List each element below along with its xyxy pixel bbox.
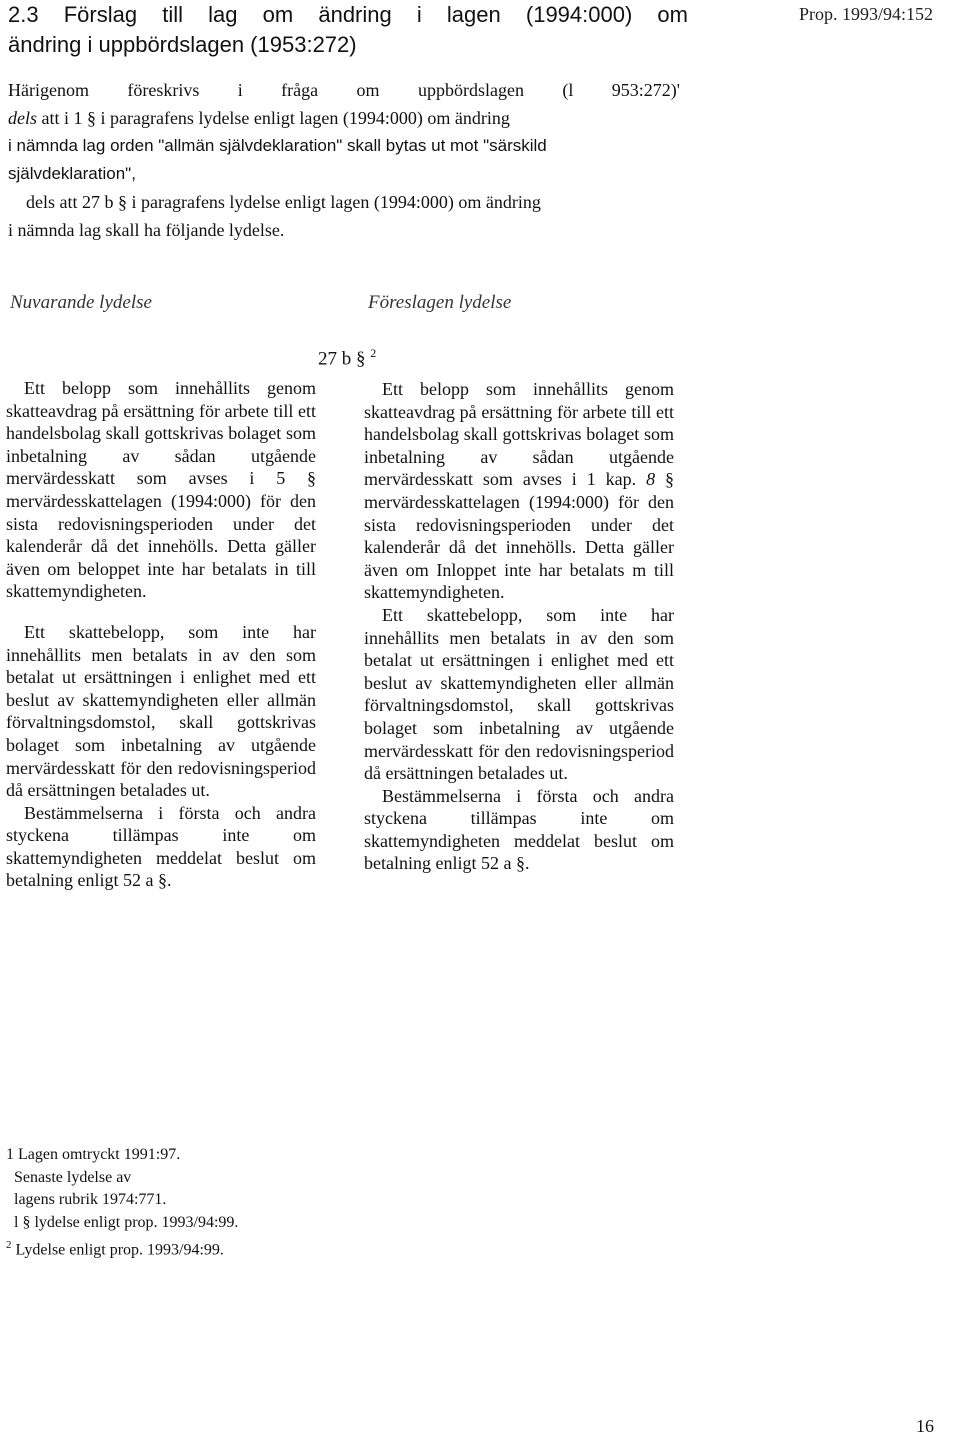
proposed-wording-column (364, 378, 674, 875)
proposed-paragraph-1 (364, 378, 674, 604)
footnotes (6, 1144, 238, 1262)
footnote-1-line-4: l § lydelse enligt prop. 1993/94:99. (14, 1213, 239, 1231)
intro-line-3: i nämnda lag orden "allmän självdeklaration" skall bytas ut mot "särskild (8, 136, 547, 155)
proposed-paragraph-1-end: § mervärdesskattelagen (1994:000) för den sista redovisningsperioden under det kalenderår då det innehölls. Detta gäller även om Inloppet inte har betalats m till skattemyndigheten. (364, 469, 674, 603)
current-paragraph-1: Ett belopp som innehållits genom skatteavdrag på ersättning för arbete till ett handelsbolag skall gottskrivas bolaget som inbetalning av sådan utgående mervärdesskatt som avses i 5 § mervärdesskattelagen (1994:000) för den sista redovisningsperioden under det kalenderår då det innehölls. Detta gäller även om beloppet inte har betalats in till skattemyndigheten. (6, 378, 316, 602)
proposed-paragraph-1-start: Ett belopp som innehållits genom skatteavdrag på ersättning för arbete till ett handelsbolag skall gottskrivas bolaget som inbetalning av sådan utgående mervärdesskatt som avses i 1 kap. (364, 379, 674, 490)
intro-line-2-rest: att i 1 § i paragrafens lydelse enligt lagen (1994:000) om ändring (37, 108, 510, 128)
current-wording-column (6, 377, 316, 892)
footnote-1-line-3: lagens rubrik 1974:771. (14, 1191, 167, 1208)
footnote-1-line-1: 1 Lagen omtryckt 1991:97. (6, 1146, 181, 1163)
dels-italic: dels (8, 108, 37, 128)
footnote-2-marker: 2 (6, 1239, 12, 1251)
intro-line-1: Härigenom föreskrivs i fråga om uppbördslagen (l 953:272)' (8, 80, 680, 100)
section-title-line-2: ändring i uppbördslagen (1953:272) (8, 32, 357, 57)
paragraph-footnote-marker: 2 (370, 346, 377, 360)
section-title (8, 0, 688, 60)
proposed-paragraph-3: Bestämmelserna i första och andra styckena tillämpas inte om skattemyndigheten meddelat beslut om betalning enligt 52 a §. (364, 785, 674, 874)
intro-line-4: självdeklaration", (8, 164, 136, 183)
footnote-2 (6, 1234, 238, 1262)
paragraph-label (318, 346, 376, 370)
section-title-line-1: 2.3 Förslag till lag om ändring i lagen (1994:000) om (8, 2, 688, 27)
intro-text (8, 76, 680, 244)
proposed-paragraph-1-italic: 8 (646, 469, 656, 490)
footnote-1-line-2: Senaste lydelse av (14, 1168, 132, 1186)
proposed-wording-heading: Föreslagen lydelse (368, 292, 512, 313)
intro-line-6: i nämnda lag skall ha följande lydelse. (8, 220, 285, 240)
intro-line-2 (8, 104, 680, 132)
current-paragraph-2: Ett skattebelopp, som inte har innehållits men betalats in av den som betalat ut ersättningen i enlighet med ett beslut av skattemyndigheten eller allmän förvaltningsdomstol, skall gottskrivas bolaget som inbetalning av utgående mervärdesskatt för den redovisningsperiod då ersättningen betalades ut. (6, 621, 316, 801)
proposed-paragraph-2: Ett skattebelopp, som inte har innehållits men betalats in av den som betalat ut ersättningen i enlighet med ett beslut av skattemyndigheten eller allmän förvaltningsdomstol, skall gottskrivas bolaget som inbetalning av utgående mervärdesskatt för den redovisningsperiod då ersättningen betalades ut. (364, 604, 674, 784)
page-number: 16 (916, 1416, 934, 1436)
paragraph-label-text: 27 b § (318, 348, 366, 370)
current-wording-heading: Nuvarande lydelse (10, 292, 152, 313)
footnote-2-text: Lydelse enligt prop. 1993/94:99. (11, 1241, 224, 1259)
intro-line-5: dels att 27 b § i paragrafens lydelse enligt lagen (1994:000) om ändring (26, 192, 541, 212)
current-paragraph-3: Bestämmelserna i första och andra styckena tillämpas inte om skattemyndigheten meddelat beslut om betalning enligt 52 a §. (6, 802, 316, 891)
proposition-reference: Prop. 1993/94:152 (799, 4, 934, 24)
